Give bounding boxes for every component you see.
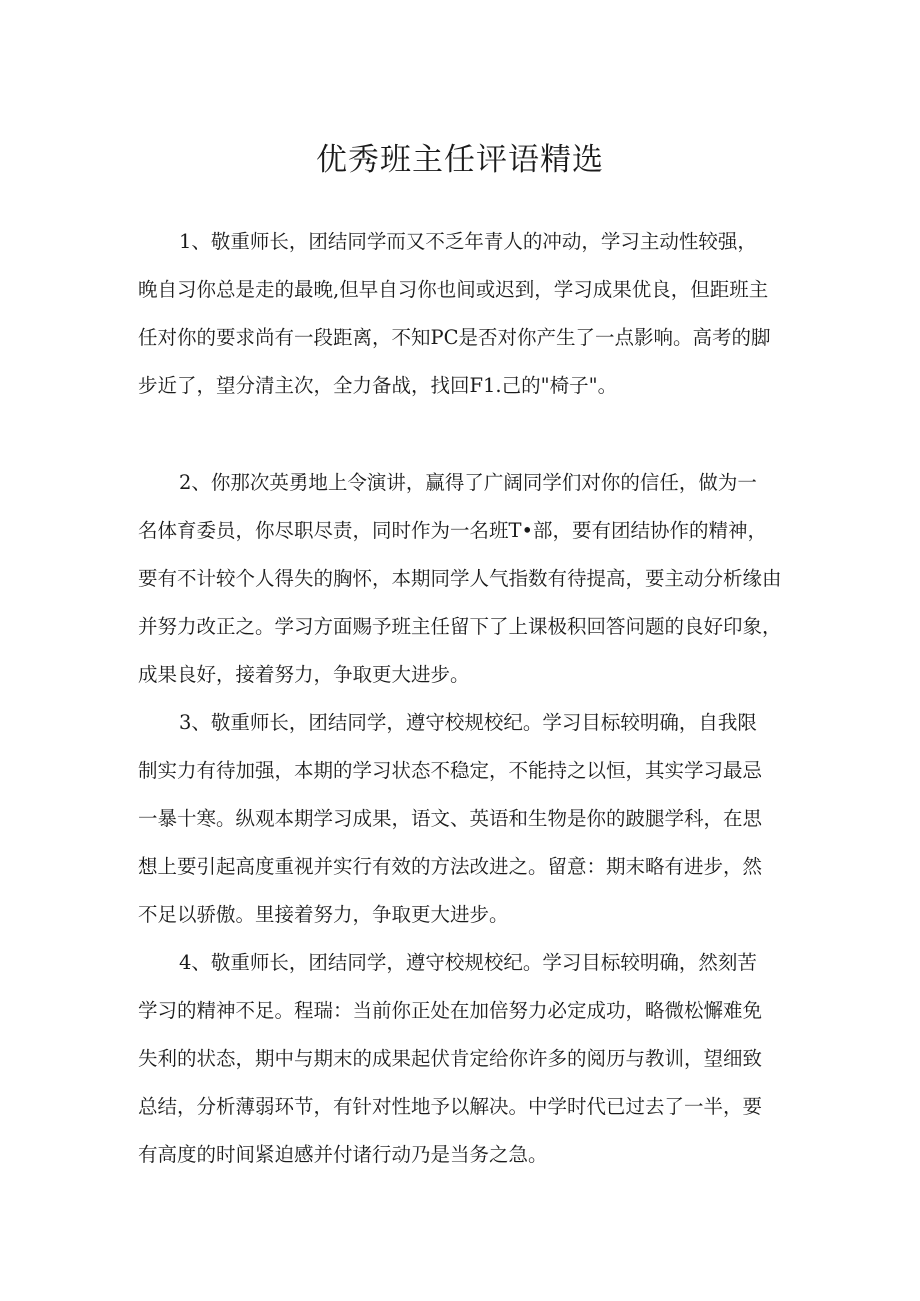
- paragraph-3: [138, 699, 798, 939]
- paragraph-2: [138, 459, 798, 699]
- paragraph-4: [138, 939, 798, 1179]
- text-line: 要有不计较个人得失的胸怀，本期同学人气指数有待提高，要主动分析缘由: [138, 567, 782, 590]
- text-line: 步近了，望分清主次，全力备战，找回F1.己的"椅子"。: [138, 374, 618, 397]
- text-line: 总结，分析薄弱环节，有针对性地予以解决。中学时代已过去了一半，要: [138, 1095, 763, 1118]
- text-line: 1、敬重师长，团结同学而又不乏年青人的冲动，学习主动性较强，: [179, 230, 757, 253]
- page-title: 优秀班主任评语精选: [316, 142, 604, 178]
- text-line: 学习的精神不足。程瑞：当前你正处在加倍努力必定成功，略微松懈难免: [138, 999, 763, 1022]
- text-line: 有高度的时间紧迫感并付诸行动乃是当务之急。: [138, 1143, 548, 1166]
- text-line: 想上要引起高度重视并实行有效的方法改进之。留意：期末略有进步，然: [138, 855, 763, 878]
- text-line: 并努力改正之。学习方面赐予班主任留下了上课极积回答问题的良好印象，: [138, 615, 782, 638]
- text-line: 一暴十寒。纵观本期学习成果，语文、英语和生物是你的跛腿学科，在思: [138, 807, 763, 830]
- text-line: 3、敬重师长，团结同学，遵守校规校纪。学习目标较明确，自我限: [179, 711, 757, 734]
- text-line: 不足以骄傲。里接着努力，争取更大进步。: [138, 903, 509, 926]
- text-line: 2、你那次英勇地上令演讲，赢得了广阔同学们对你的信任，做为一: [179, 471, 757, 494]
- text-line: 任对你的要求尚有一段距离，不知PC是否对你产生了一点影响。高考的脚: [138, 326, 771, 349]
- text-line: 名体育委员，你尽职尽责，同时作为一名班T•部，要有团结协作的精神，: [138, 519, 768, 542]
- paragraph-1: [138, 218, 798, 410]
- text-line: 成果良好，接着努力，争取更大进步。: [138, 663, 470, 686]
- text-line: 制实力有待加强，本期的学习状态不稳定，不能持之以恒，其实学习最忌: [138, 759, 763, 782]
- text-line: 失利的状态，期中与期末的成果起伏肯定给你许多的阅历与教训，望细致: [138, 1047, 763, 1070]
- text-line: 晚自习你总是走的最晚,但早自习你也间或迟到，学习成果优良，但距班主: [138, 278, 769, 301]
- text-line: 4、敬重师长，团结同学，遵守校规校纪。学习目标较明确，然刻苦: [179, 951, 757, 974]
